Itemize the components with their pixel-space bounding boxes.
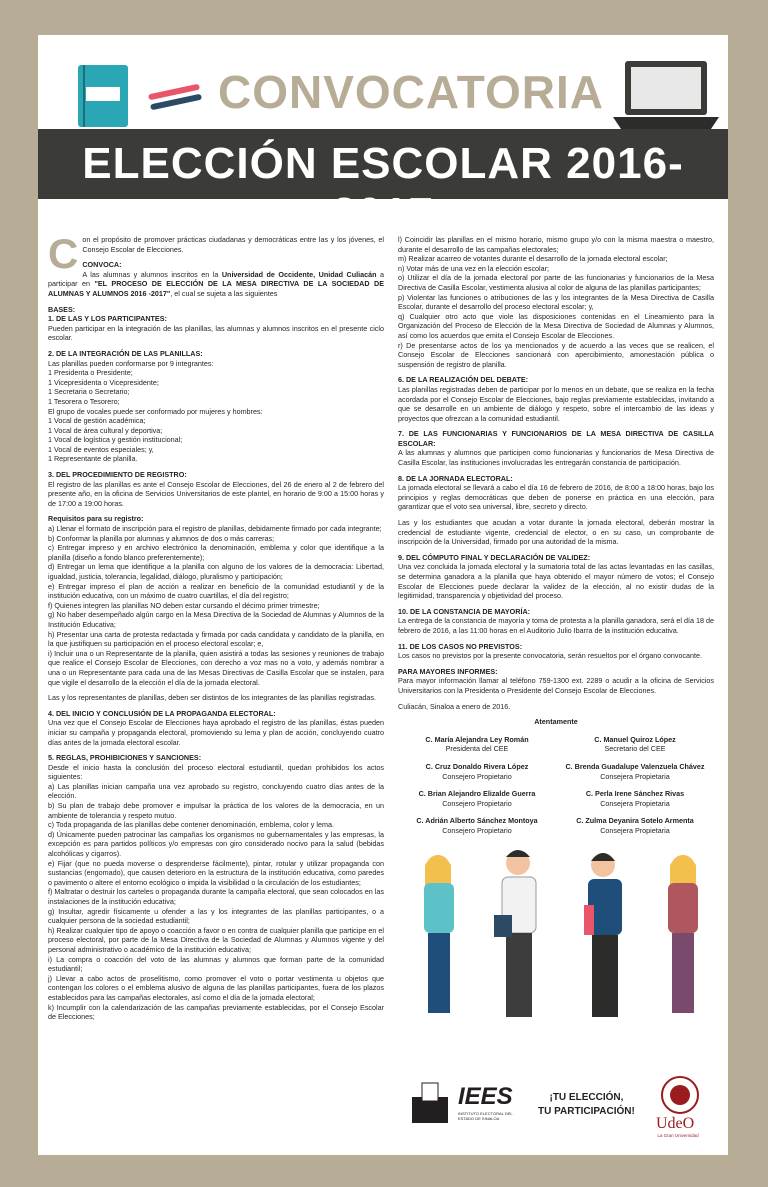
prohibitions-list: Desde el inicio hasta la conclusión del proceso electoral estudiantil, quedan prohibidos los actos siguientes: a) Las planillas inician campaña una vez aprobado su registro, concluyendo cuatro días antes de la elección. b) Su plan de trabajo debe promover e impulsar la práctica de los valores de la democracia, en un ambiente de tolerancia y respeto mutuo. c) Toda propaganda de las planillas debe contener denominación, emblema, color y lema. d) Únicamente pueden patrocinar las campañas los organismos no gubernamentales y las empresas, la excepción es para partidos políticos y/o empresas con giro considerado nocivo para la salud (bebidas alcohólicas y cigarros). e) Fijar (que no pueda moverse o desprenderse fácilmente), pintar, rotular y utilizar propaganda con sustancias (engomado), que causen deterioro en la estructura de la institución educativa, como paredes o pavimento o altere el entorno ecológico o impida la visibilidad o la circulación de los estudiantes; f) Maltratar o destruir los carteles o propaganda durante la campaña electoral, que sean colocados en las instalaciones de la institución educativa; g) Insultar, agredir físicamente u ofender a las y los integrantes de las planillas participantes, o a cualquier persona de la sociedad estudiantil; h) Realizar cualquier tipo de apoyo o coacción a favor o en contra de cualquier planilla que participe en el proceso electoral, por parte de la Mesa Directiva de la Sociedad de Alumnas y Alumnos vigente y del personal administrativo o académico de la institución educativa; i) La compra o coacción del voto de las alumnas y alumnos que forman parte de la comunidad estudiantil; j) Llevar a cabo actos de proselitismo, como promover el voto o portar vestimenta u objetos que contengan los colores o el emblema alusivo de alguna de las planillas participantes, fuera de los plazos establecidos para las campañas electorales, así como el día de la jornada electoral; k) Incumplir con la calendarización de las campañas previamente establecidas, por el Consejo Escolar de Elecciones;: [48, 762, 384, 1022]
left-column: Con el propósito de promover prácticas ciudadanas y democráticas entre las y los jóvenes, el Consejo Escolar de Elecciones. CONVOCA: A las alumnas y alumnos inscritos en la Universidad de Occidente, Unidad Culiacán a participar en "EL PROCESO DE ELECCIÓN DE LA MESA DIRECTIVA DE LA SOCIEDAD DE ALUMNAS Y ALUMNOS 2016 -2017", el cual se sujeta a las siguientes BASES: 1. DE LAS Y LOS PARTICIPANTES: Pueden participar en la integración de las planillas, las alumnas y alumnos inscritos en el presente ciclo escolar. 2. DE LA INTEGRACIÓN DE LAS PLANILLAS: Las planillas pueden conformarse por 9 integrantes: 1 Presidenta o Presidente; 1 Vicepresidenta o Vicepresidente; 1 Secretaria o Secretario; 1 Tesorera o Tesorero; El grupo de vocales puede ser conformado por mujeres y hombres: 1 Vocal de gestión académica; 1 Vocal de área cultural y deportiva; 1 Vocal de logística y gestión institucional; 1 Vocal de eventos especiales; y, 1 Representante de planilla. 3. DEL PROCEDIMIENTO DE REGISTRO: El registro de las planillas es ante el Consejo Escolar de Elecciones, del 26 de enero al 2 de febrero del presente año, en la oficina de Servicios Universitarios de este plantel, en horario de 9:00 a 15:00 horas y de 17:00 a 19:00 horas. Requisitos para su registro: a) Llenar el formato de inscripción para el registro de planillas, debidamente firmado por cada integrante; b) Conformar la planilla por alumnas y alumnos de dos o más carreras; c) Entregar impreso y en archivo electrónico la denominación, emblema y color que identifique a la planilla (diseño a fondo blanco preferentemente); d) Entregar un lema que identifique a la planilla con alguno de los valores de la democracia: Libertad, igualdad, justicia, tolerancia, legalidad, diálogo, pluralismo y participación; e) Entregar impreso el plan de acción a realizar en beneficio de la comunidad estudiantil y de la institución educativa, con un máximo de cuatro cuartillas, el día del registro; f) Quienes integren las planillas NO deben estar cursando el décimo primer trimestre; g) No haber desempeñado algún cargo en la Mesa Directiva de la Sociedad de Alumnas y Alumnos de la Institución Educativa; h) Presentar una carta de protesta redactada y firmada por cada candidata y candidato de la planilla, en la que justifiquen su participación en el proceso electoral escolar; e, i) Incluir una o un Representante de la planilla, quien asistirá a todas las sesiones y reuniones de trabajo que realice el Consejo Escolar de Elecciones, con derecho a voz mas no a voto, y además nombrar a una o un Representante para cada una de las Mesas Directivas de Casilla Escolar que se instalen, para que vigile el desarrollo de la elección el día de la jornada electoral. Las y los representantes de planillas, deben ser distintos de los integrantes de las planillas registradas. 4. DEL INICIO Y CONCLUSIÓN DE LA PROPAGANDA ELECTORAL: Una vez que el Consejo Escolar de Elecciones haya aprobado el registro de las planillas, éstas pueden iniciar su campaña y propaganda electoral, promoviendo su lema y plan de acción, concluyendo cuatro días antes de la jornada electoral escolar. 5. REGLAS, PROHIBICIONES Y SANCIONES: Desde el inicio hasta la conclusión del proceso electoral estudiantil, quedan prohibidos los actos siguientes: a) Las planillas inician campaña una vez aprobado su registro, concluyendo cuatro días antes de la elección. b) Su plan de trabajo debe promover e impulsar la práctica de los valores de la democracia, en un ambiente de tolerancia y respeto mutuo. c) Toda propaganda de las planillas debe contener denominación, emblema, color y lema. d) Únicamente pueden patrocinar las campañas los organismos no gubernamentales y las empresas, la excepción es para partidos políticos y/o empresas con giro considerado nocivo para la salud (bebidas alcohólicas y cigarros). e) Fijar (que no pueda moverse o desprenderse fácilmente), pintar, rotular y utilizar propaganda con sustancias (engomado), que causen deterioro en la estructura de la institución educativa, como paredes o pavimento o altere el entorno ecológico o impida la visibilidad o la circulación de los estudiantes; f) Maltratar o destruir los carteles o propaganda durante la campaña electoral, que sean colocados en las instalaciones de la institución educativa; g) Insultar, agredir físicamente u ofender a las y los integrantes de las planillas participantes, o a cualquier persona de la sociedad estudiantil; h) Realizar cualquier tipo de apoyo o coacción a favor o en contra de cualquier planilla que participe en el proceso electoral, por parte de la Mesa Directiva de la Sociedad de Alumnas y Alumnos vigente y del personal administrativo o académico de la institución educativa; i) La compra o coacción del voto de las alumnas y alumnos que forman parte de la comunidad estudiantil; j) Llevar a cabo actos de proselitismo, como promover el voto o portar vestimenta u objetos que contengan los colores o el emblema alusivo de alguna de las planillas participantes, fuera de los plazos establecidos para las campañas electorales, así como el día de la jornada electoral; k) Incumplir con la calendarización de las campañas previamente establecidas, por el Consejo Escolar de Elecciones;: [48, 230, 384, 1022]
udeo-seal-icon: [660, 1075, 700, 1115]
title-band: [38, 129, 728, 238]
students-illustration: [398, 845, 714, 1025]
main-title: ELECCIÓN ESCOLAR 2016-2017: [82, 139, 684, 238]
signatures: C. María Alejandra Ley Román Presidenta del CEE C. Manuel Quiroz López Secretario del CEE C. Cruz Donaldo Rivera López Consejero Propietario C. Brenda Guadalupe Valenzuela Chávez Consejera Propietaria C. Brian Alejandro Elizalde Guerra Consejero Propietario C. Perla Irene Sánchez Rivas Consejera Propietaria C. Adrián Alberto Sánchez Montoya Consejero Propietario C. Zulma Deyanira Sotelo Armenta Consejera Propietaria: [416, 734, 705, 835]
intro-text: on el propósito de promover prácticas ciudadanas y democráticas entre las y los jóvenes, el Consejo Escolar de Elecciones.: [82, 235, 384, 254]
footer-logos: IEES INSTITUTO ELECTORAL DEL ESTADO DE SINALOA ¡TU ELECCIÓN, TU PARTICIPACIÓN! UdeO La Gran Universidad: [398, 1075, 714, 1145]
right-column: l) Coincidir las planillas en el mismo horario, mismo grupo y/o con la misma maestra o maestro, durante el desarrollo de las campañas electorales; m) Realizar acarreo de votantes durante el desarrollo de la jornada electoral escolar; n) Votar más de una vez en la elección escolar; o) Utilizar el día de la jornada electoral por parte de las funcionarias y funcionarios de la Mesa Directiva de Casilla Escolar, vestimenta alusiva al color de alguna de las planillas participantes; p) Violentar las funciones o atribuciones de las y los integrantes de la Mesa Directiva de Casilla Escolar, durante el desarrollo del proceso electoral escolar; y, q) Cualquier otro acto que viole las disposiciones contenidas en el Lineamiento para la Organización del Proceso de Elección de la Mesa Directiva de Sociedad de Alumnas y Alumnos, así como los acuerdos que emita el Consejo Escolar de Elecciones. r) De presentarse actos de los ya mencionados y de acuerdo a las veces que se realicen, el Consejo Escolar de Elecciones sancionará con apercibimiento, amonestación pública o suspensión de registro de planilla. 6. DE LA REALIZACIÓN DEL DEBATE: Las planillas registradas deben de participar por lo menos en un debate, que se realiza en la fecha acordada por el Consejo Escolar de Elecciones, bajo reglas previamente establecidas, invitando a que se desarrolle en un ambiente de diálogo y respeto, sobre el intercambio de las ideas y proyectos que ofrezcan a la comunidad estudiantil. 7. DE LAS FUNCIONARIAS Y FUNCIONARIOS DE LA MESA DIRECTIVA DE CASILLA ESCOLAR: A las alumnas y alumnos que participen como funcionarias y funcionarios de Mesa Directiva de Casilla Escolar, las instituciones involucradas les entregarán constancia de participación. 8. DE LA JORNADA ELECTORAL: La jornada electoral se llevará a cabo el día 16 de febrero de 2016, de 8:00 a 18:00 horas, bajo los principios y reglas democráticas que deben de ponerse en práctica en una elección, para garantizar que el voto sea universal, libre, secreto y directo. Las y los estudiantes que acudan a votar durante la jornada electoral, deberán mostrar la credencial de estudiante vigente, credencial de elector, o en su caso, un comprobante de inscripción de la Universidad, firmado por una autoridad de la misma. 9. DEL CÓMPUTO FINAL Y DECLARACIÓN DE VALIDEZ: Una vez concluida la jornada electoral y la sumatoria total de las actas levantadas en las casillas, se determina ganadora a la planilla que haya obtenido el mayor número de votos; el Consejo Escolar de Elecciones puede declarar la validez de la elección, al no existir dudas de la legitimidad, transparencia y objetividad del proceso. 10. DE LA CONSTANCIA DE MAYORÍA: La entrega de la constancia de mayoría y toma de protesta a la planilla ganadora, será el día 18 de febrero de 2016, a las 11:00 horas en el Auditorio Julio Ibarra de la institución educativa. 11. DE LOS CASOS NO PREVISTOS: Los casos no previstos por la presente convocatoria, serán resueltos por el órgano convocante. PARA MAYORES INFORMES: Para mayor información llamar al teléfono 759-1300 ext. 2289 o acudir a la oficina de Servicios Universitarios con la Presidenta o Presidente del Consejo Escolar de Elecciones. Culiacán, Sinaloa a enero de 2016. Atentamente C. María Alejandra Ley Román Presidenta del CEE C. Manuel Quiroz López Secretario del CEE C. Cruz Donaldo Rivera López Consejero Propietario C. Brenda Guadalupe Valenzuela Chávez Consejera Propietaria C. Brian Alejandro Elizalde Guerra Consejero Propietario C. Perla Irene Sánchez Rivas Consejera Propietaria C. Adrián Alberto Sánchez Montoya Consejero Propietario C. Zulma Deyanira Sotelo Armenta Consejera Propietaria: [398, 235, 714, 1028]
notebook-pens-icon: [78, 55, 208, 135]
prohibitions-cont: l) Coincidir las planillas en el mismo horario, mismo grupo y/o con la misma maestra o maestro, durante el desarrollo de las campañas electorales; m) Realizar acarreo de votantes durante el desarrollo de la jornada electoral escolar; n) Votar más de una vez en la elección escolar; o) Utilizar el día de la jornada electoral por parte de las funcionarias y funcionarios de la Mesa Directiva de Casilla Escolar, vestimenta alusiva al color de alguna de las planillas participantes; p) Violentar las funciones o atribuciones de las y los integrantes de la Mesa Directiva de Casilla Escolar, durante el desarrollo del proceso electoral escolar; y, q) Cualquier otro acto que viole las disposiciones contenidas en el Lineamiento para la Organización del Proceso de Elección de la Mesa Directiva de Sociedad de Alumnas y Alumnos, así como los acuerdos que emita el Consejo Escolar de Elecciones. r) De presentarse actos de los ya mencionados y de acuerdo a las veces que se realicen, el Consejo Escolar de Elecciones sancionará con apercibimiento, amonestación pública o suspensión de registro de planilla.: [398, 235, 714, 369]
iees-logo: IEES: [458, 1083, 513, 1110]
laptop-icon: [613, 57, 723, 137]
integration-list: Las planillas pueden conformarse por 9 integrantes: 1 Presidenta o Presidente; 1 Vicepresidenta o Vicepresidente; 1 Secretaria o Secretario; 1 Tesorera o Tesorero; El grupo de vocales puede ser conformado por mujeres y hombres: 1 Vocal de gestión académica; 1 Vocal de área cultural y deportiva; 1 Vocal de logística y gestión institucional; 1 Vocal de eventos especiales; y, 1 Representante de planilla.: [48, 358, 263, 464]
udeo-logo: UdeO: [656, 1115, 695, 1132]
poster: [38, 35, 728, 1155]
convoca-heading: CONVOCA:: [82, 260, 122, 270]
header-title: CONVOCATORIA: [218, 66, 604, 118]
requirements-list: a) Llenar el formato de inscripción para el registro de planillas, debidamente firmado por cada integrante; b) Conformar la planilla por alumnas y alumnos de dos o más carreras; c) Entregar impreso y en archivo electrónico la denominación, emblema y color que identifique a la planilla (diseño a fondo blanco preferentemente); d) Entregar un lema que identifique a la planilla con alguno de los valores de la democracia: Libertad, igualdad, justicia, tolerancia, legalidad, diálogo, pluralismo y participación; e) Entregar impreso el plan de acción a realizar en beneficio de la comunidad estudiantil y de la institución educativa, con un máximo de cuatro cuartillas, el día del registro; f) Quienes integren las planillas NO deben estar cursando el décimo primer trimestre; g) No haber desempeñado algún cargo en la Mesa Directiva de la Sociedad de Alumnas y Alumnos de la Institución Educativa; h) Presentar una carta de protesta redactada y firmada por cada candidata y candidato de la planilla, en la que justifiquen su participación en el proceso electoral escolar; e, i) Incluir una o un Representante de la planilla, quien asistirá a todas las sesiones y reuniones de trabajo que realice el Consejo Escolar de Elecciones, con derecho a voz mas no a voto, y además nombrar a una o un Representante para cada una de las Mesas Directivas de Casilla Escolar que se instalen, para que vigile el desarrollo de la elección el día de la jornada electoral.: [48, 524, 384, 687]
ballot-box-icon: [408, 1081, 452, 1125]
slogan: ¡TU ELECCIÓN, TU PARTICIPACIÓN!: [538, 1092, 635, 1117]
signatures-heading: Atentamente: [534, 717, 578, 727]
drop-cap: C: [48, 230, 79, 277]
